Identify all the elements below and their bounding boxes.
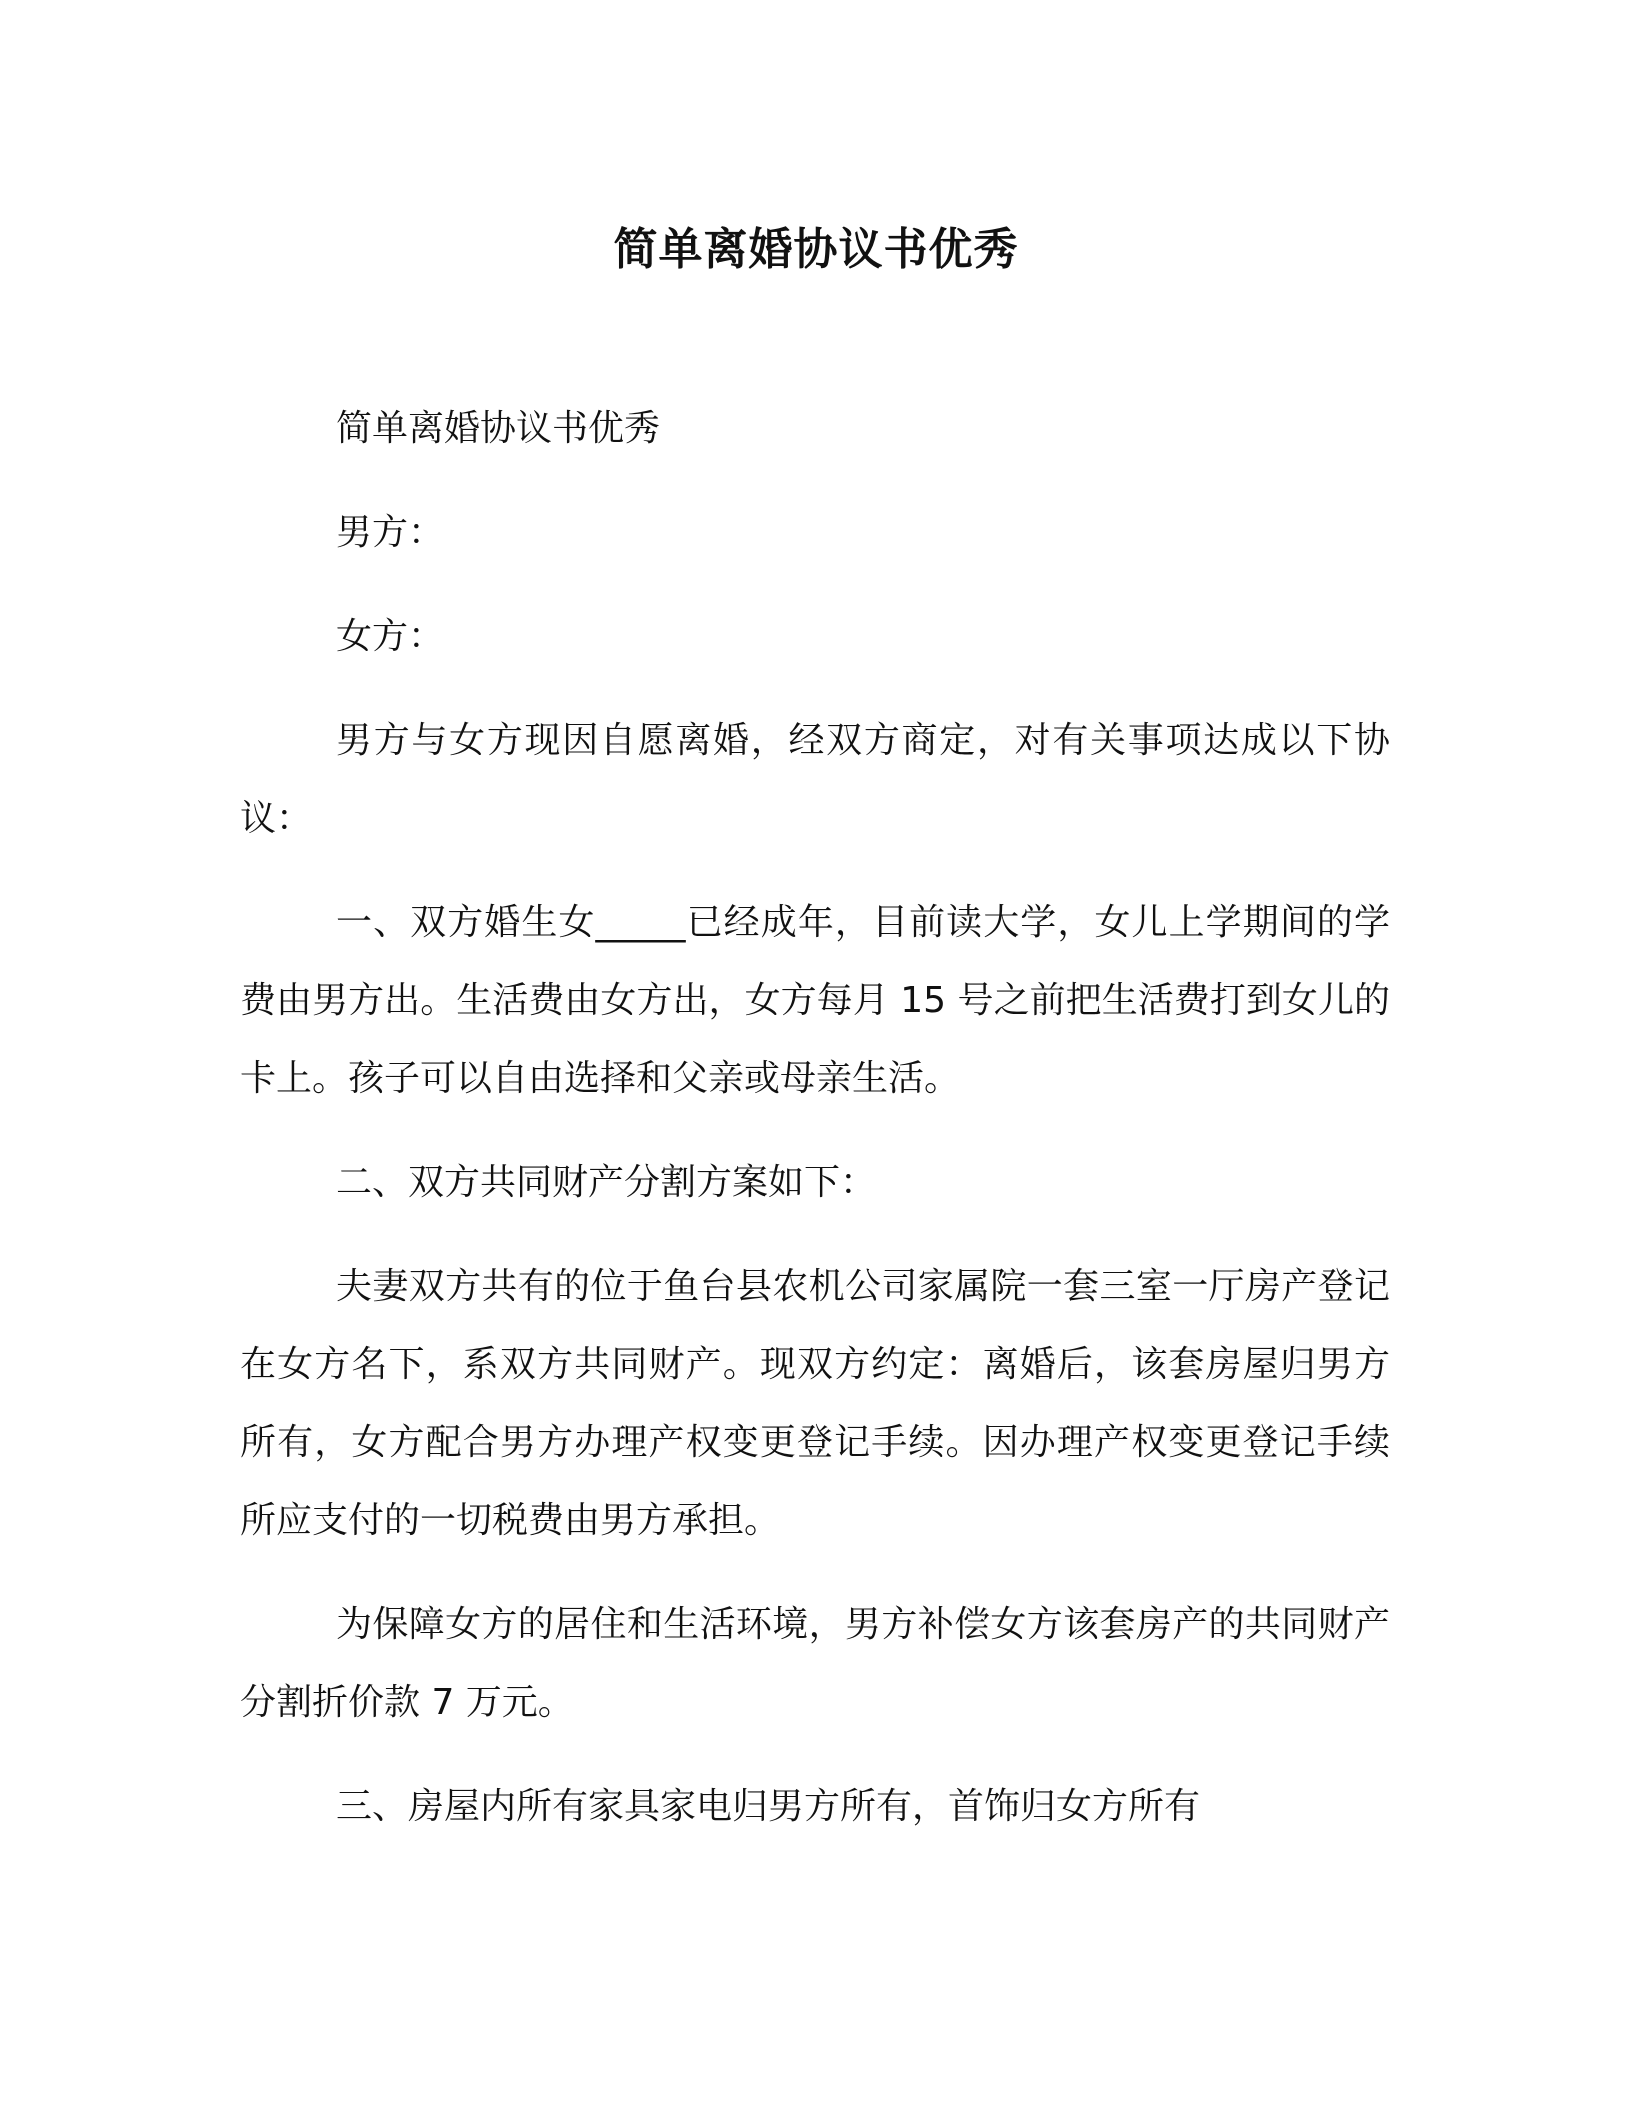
paragraph-intro: 男方与女方现因自愿离婚，经双方商定，对有关事项达成以下协议：: [240, 720, 1390, 839]
paragraph-male-party: 男方：: [336, 512, 445, 553]
paragraph-clause-1: 一、双方婚生女_____已经成年，目前读大学，女儿上学期间的学费由男方出。生活费由女方出，女方每月 15 号之前把生活费打到女儿的卡上。孩子可以自由选择和父亲或母亲生活。: [240, 902, 1390, 1099]
paragraph-clause-3: 三、房屋内所有家具家电归男方所有，首饰归女方所有: [336, 1786, 1201, 1827]
paragraph-clause-2-heading: 二、双方共同财产分割方案如下：: [336, 1162, 877, 1203]
paragraph-female-party: 女方：: [336, 616, 445, 657]
paragraph-property-detail: 夫妻双方共有的位于鱼台县农机公司家属院一套三室一厅房产登记在女方名下，系双方共同财产。现双方约定：离婚后，该套房屋归男方所有，女方配合男方办理产权变更登记手续。因办理产权变更登记手续所应支付的一切税费由男方承担。: [240, 1266, 1390, 1541]
paragraph-compensation: 为保障女方的居住和生活环境，男方补偿女方该套房产的共同财产分割折价款 7 万元。: [240, 1604, 1390, 1723]
document-title: 简单离婚协议书优秀: [613, 224, 1019, 275]
paragraph-subtitle: 简单离婚协议书优秀: [336, 408, 661, 449]
document-body: [240, 390, 1390, 1872]
